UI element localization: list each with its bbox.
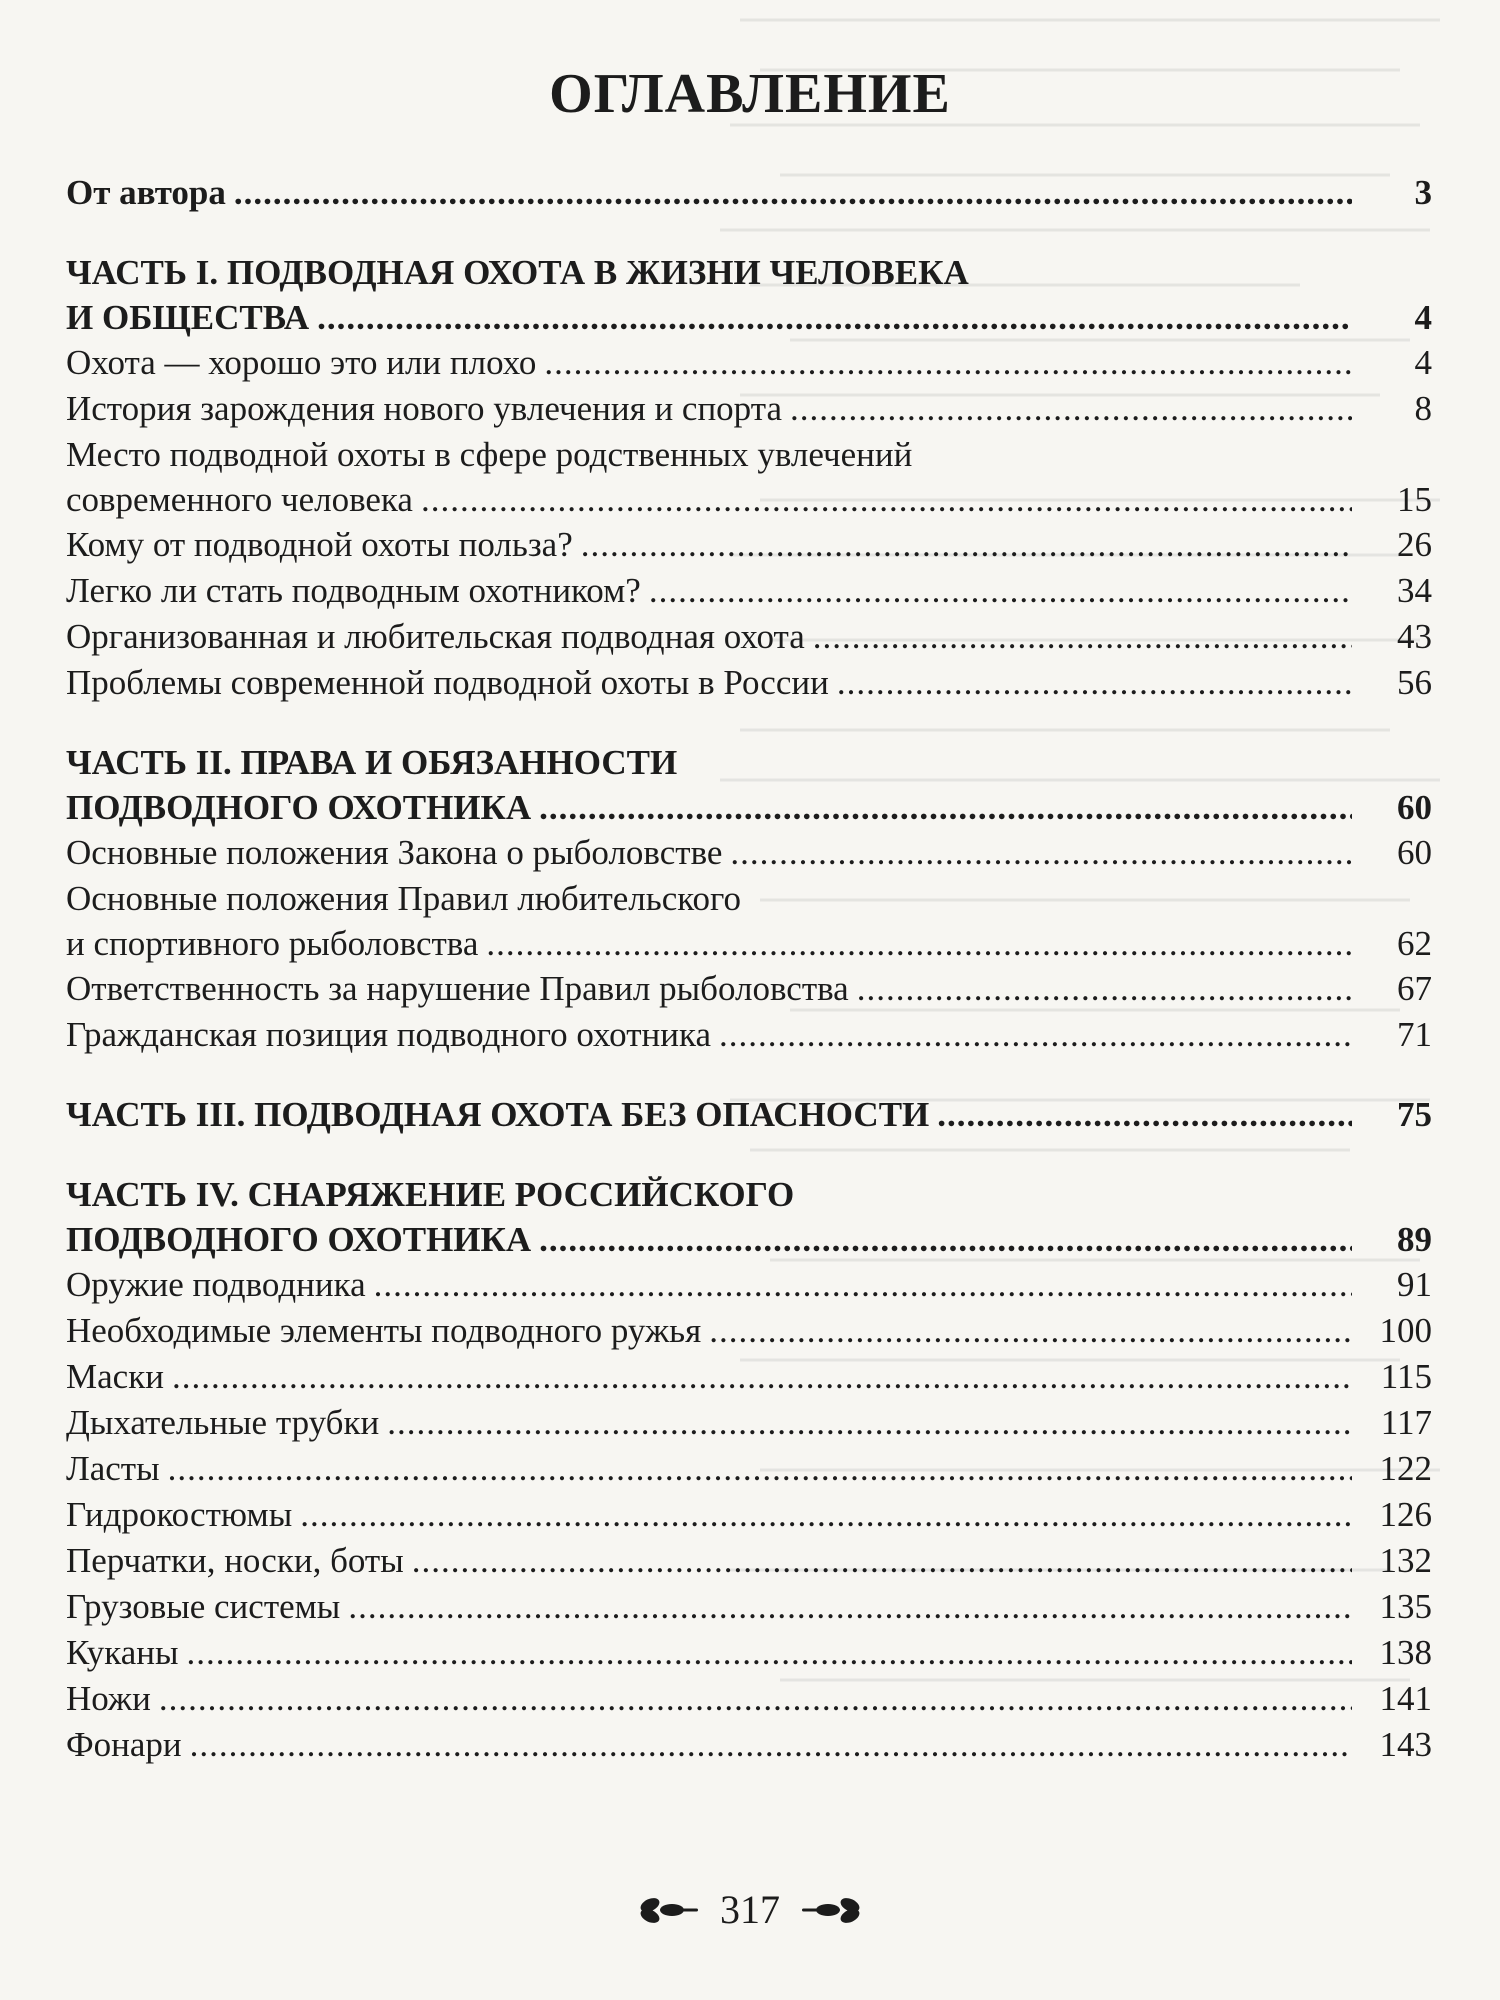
dot-leader — [581, 522, 1352, 568]
toc-page-number: 91 — [1397, 1265, 1432, 1304]
toc-entry-label: Ответственность за нарушение Правил рыболовства — [66, 969, 849, 1008]
toc-entry — [66, 1400, 1432, 1446]
toc-entry-label: Куканы — [66, 1633, 179, 1672]
toc-entry — [66, 1446, 1432, 1492]
toc-entry — [66, 340, 1432, 386]
toc-entry-label: Гражданская позиция подводного охотника — [66, 1015, 711, 1054]
toc-entry — [66, 966, 1432, 1012]
dot-leader — [159, 1676, 1352, 1722]
dot-leader — [857, 966, 1352, 1012]
dot-leader — [317, 296, 1352, 340]
toc-entry-label: Фонари — [66, 1725, 182, 1764]
toc-entry-label: Необходимые элементы подводного ружья — [66, 1311, 702, 1350]
toc-page-number: 26 — [1397, 525, 1432, 564]
toc-entry-label: Организованная и любительская подводная охота — [66, 617, 805, 656]
toc-page-number: 143 — [1379, 1725, 1432, 1764]
dot-leader — [837, 660, 1352, 706]
toc-page-number: 126 — [1379, 1495, 1432, 1534]
toc-page-number: 8 — [1414, 389, 1432, 428]
toc-entry-label: Дыхательные трубки — [66, 1403, 380, 1442]
toc-part-heading — [66, 250, 1432, 340]
toc-entry-label: и спортивного рыболовства — [66, 924, 479, 963]
page-title: ОГЛАВЛЕНИЕ — [549, 63, 951, 125]
toc-entry — [66, 1722, 1432, 1768]
dot-leader — [190, 1722, 1352, 1768]
toc-entry — [66, 386, 1432, 432]
toc-entry-label: Проблемы современной подводной охоты в России — [66, 663, 829, 702]
toc-part-heading — [66, 1172, 1432, 1262]
toc-entry — [66, 1262, 1432, 1308]
toc-page-number: 43 — [1397, 617, 1432, 656]
toc-entry — [66, 522, 1432, 568]
toc-page-number: 135 — [1379, 1587, 1432, 1626]
toc-entry-label: ЧАСТЬ I. ПОДВОДНАЯ ОХОТА В ЖИЗНИ ЧЕЛОВЕКА — [66, 253, 969, 292]
toc-entry-label: современного человека — [66, 480, 413, 519]
leaf-ornament-right-icon — [800, 1895, 864, 1925]
toc-entry — [66, 1676, 1432, 1722]
dot-leader — [544, 340, 1352, 386]
table-of-contents — [66, 170, 1432, 1768]
dot-leader — [300, 1492, 1352, 1538]
toc-entry-label: История зарождения нового увлечения и спорта — [66, 389, 782, 428]
toc-entry — [66, 1630, 1432, 1676]
dot-leader — [709, 1308, 1352, 1354]
dot-leader — [730, 830, 1352, 876]
toc-page-number: 115 — [1380, 1357, 1432, 1396]
toc-page-number: 60 — [1397, 788, 1432, 827]
dot-leader — [486, 922, 1352, 966]
toc-entry-label: Основные положения Закона о рыболовстве — [66, 833, 723, 872]
toc-page-number: 15 — [1397, 480, 1432, 519]
toc-page-number: 100 — [1379, 1311, 1432, 1350]
dot-leader — [813, 614, 1352, 660]
toc-page-number: 60 — [1397, 833, 1432, 872]
toc-entry — [66, 1012, 1432, 1058]
leaf-ornament-left-icon — [636, 1895, 700, 1925]
toc-part-heading — [66, 740, 1432, 830]
toc-entry — [66, 1538, 1432, 1584]
toc-page-number: 89 — [1397, 1220, 1432, 1259]
dot-leader — [186, 1630, 1352, 1676]
toc-entry-label: Легко ли стать подводным охотником? — [66, 571, 641, 610]
toc-page-number: 4 — [1414, 298, 1432, 337]
toc-entry-label: От автора — [66, 173, 226, 212]
dot-leader — [539, 1218, 1352, 1262]
toc-page-number: 141 — [1379, 1679, 1432, 1718]
dot-leader — [649, 568, 1352, 614]
toc-entry — [66, 568, 1432, 614]
toc-page-number: 132 — [1379, 1541, 1432, 1580]
toc-entry-label: Гидрокостюмы — [66, 1495, 293, 1534]
dot-leader — [168, 1446, 1352, 1492]
dot-leader — [348, 1584, 1352, 1630]
toc-entry — [66, 1492, 1432, 1538]
toc-entry-label: ЧАСТЬ III. ПОДВОДНАЯ ОХОТА БЕЗ ОПАСНОСТИ — [66, 1095, 930, 1134]
toc-page-number: 122 — [1379, 1449, 1432, 1488]
toc-entry — [66, 876, 1432, 966]
toc-entry-label: ЧАСТЬ II. ПРАВА И ОБЯЗАННОСТИ — [66, 743, 678, 782]
toc-page-number: 3 — [1414, 173, 1432, 212]
toc-entry-label: ПОДВОДНОГО ОХОТНИКА — [66, 788, 532, 827]
page-folio — [0, 1882, 1500, 1933]
dot-leader — [421, 478, 1352, 522]
toc-entry — [66, 1308, 1432, 1354]
toc-entry-label: Кому от подводной охоты польза? — [66, 525, 573, 564]
dot-leader — [387, 1400, 1352, 1446]
dot-leader — [374, 1262, 1352, 1308]
toc-entry-label: Основные положения Правил любительского — [66, 879, 741, 918]
toc-page-number: 62 — [1397, 924, 1432, 963]
toc-page-number: 34 — [1397, 571, 1432, 610]
dot-leader — [172, 1354, 1352, 1400]
dot-leader — [937, 1092, 1352, 1138]
toc-page-number: 75 — [1397, 1095, 1432, 1134]
toc-entry-label: Место подводной охоты в сфере родственных увлечений — [66, 435, 913, 474]
toc-page-number: 67 — [1397, 969, 1432, 1008]
dot-leader — [234, 170, 1352, 216]
dot-leader — [412, 1538, 1352, 1584]
dot-leader — [719, 1012, 1352, 1058]
page-number: 317 — [720, 1887, 780, 1933]
dot-leader — [790, 386, 1352, 432]
toc-page-number: 71 — [1397, 1015, 1432, 1054]
toc-entry-label: Ножи — [66, 1679, 151, 1718]
toc-page-number: 138 — [1379, 1633, 1432, 1672]
toc-entry — [66, 830, 1432, 876]
toc-entry-label: Грузовые системы — [66, 1587, 341, 1626]
toc-entry-label: И ОБЩЕСТВА — [66, 298, 310, 337]
toc-entry — [66, 1584, 1432, 1630]
toc-entry-label: Оружие подводника — [66, 1265, 366, 1304]
toc-entry — [66, 660, 1432, 706]
toc-entry-label: ПОДВОДНОГО ОХОТНИКА — [66, 1220, 532, 1259]
toc-entry-label: Охота — хорошо это или плохо — [66, 343, 537, 382]
toc-entry-label: Маски — [66, 1357, 164, 1396]
toc-page-number: 4 — [1414, 343, 1432, 382]
toc-page-number: 56 — [1397, 663, 1432, 702]
toc-entry — [66, 170, 1432, 216]
toc-entry-label: Ласты — [66, 1449, 160, 1488]
toc-entry-label: Перчатки, носки, боты — [66, 1541, 404, 1580]
toc-part-heading — [66, 1092, 1432, 1138]
toc-entry-label: ЧАСТЬ IV. СНАРЯЖЕНИЕ РОССИЙСКОГО — [66, 1175, 795, 1214]
toc-entry — [66, 614, 1432, 660]
toc-entry — [66, 432, 1432, 522]
toc-page-number: 117 — [1380, 1403, 1432, 1442]
toc-entry — [66, 1354, 1432, 1400]
dot-leader — [539, 786, 1352, 830]
